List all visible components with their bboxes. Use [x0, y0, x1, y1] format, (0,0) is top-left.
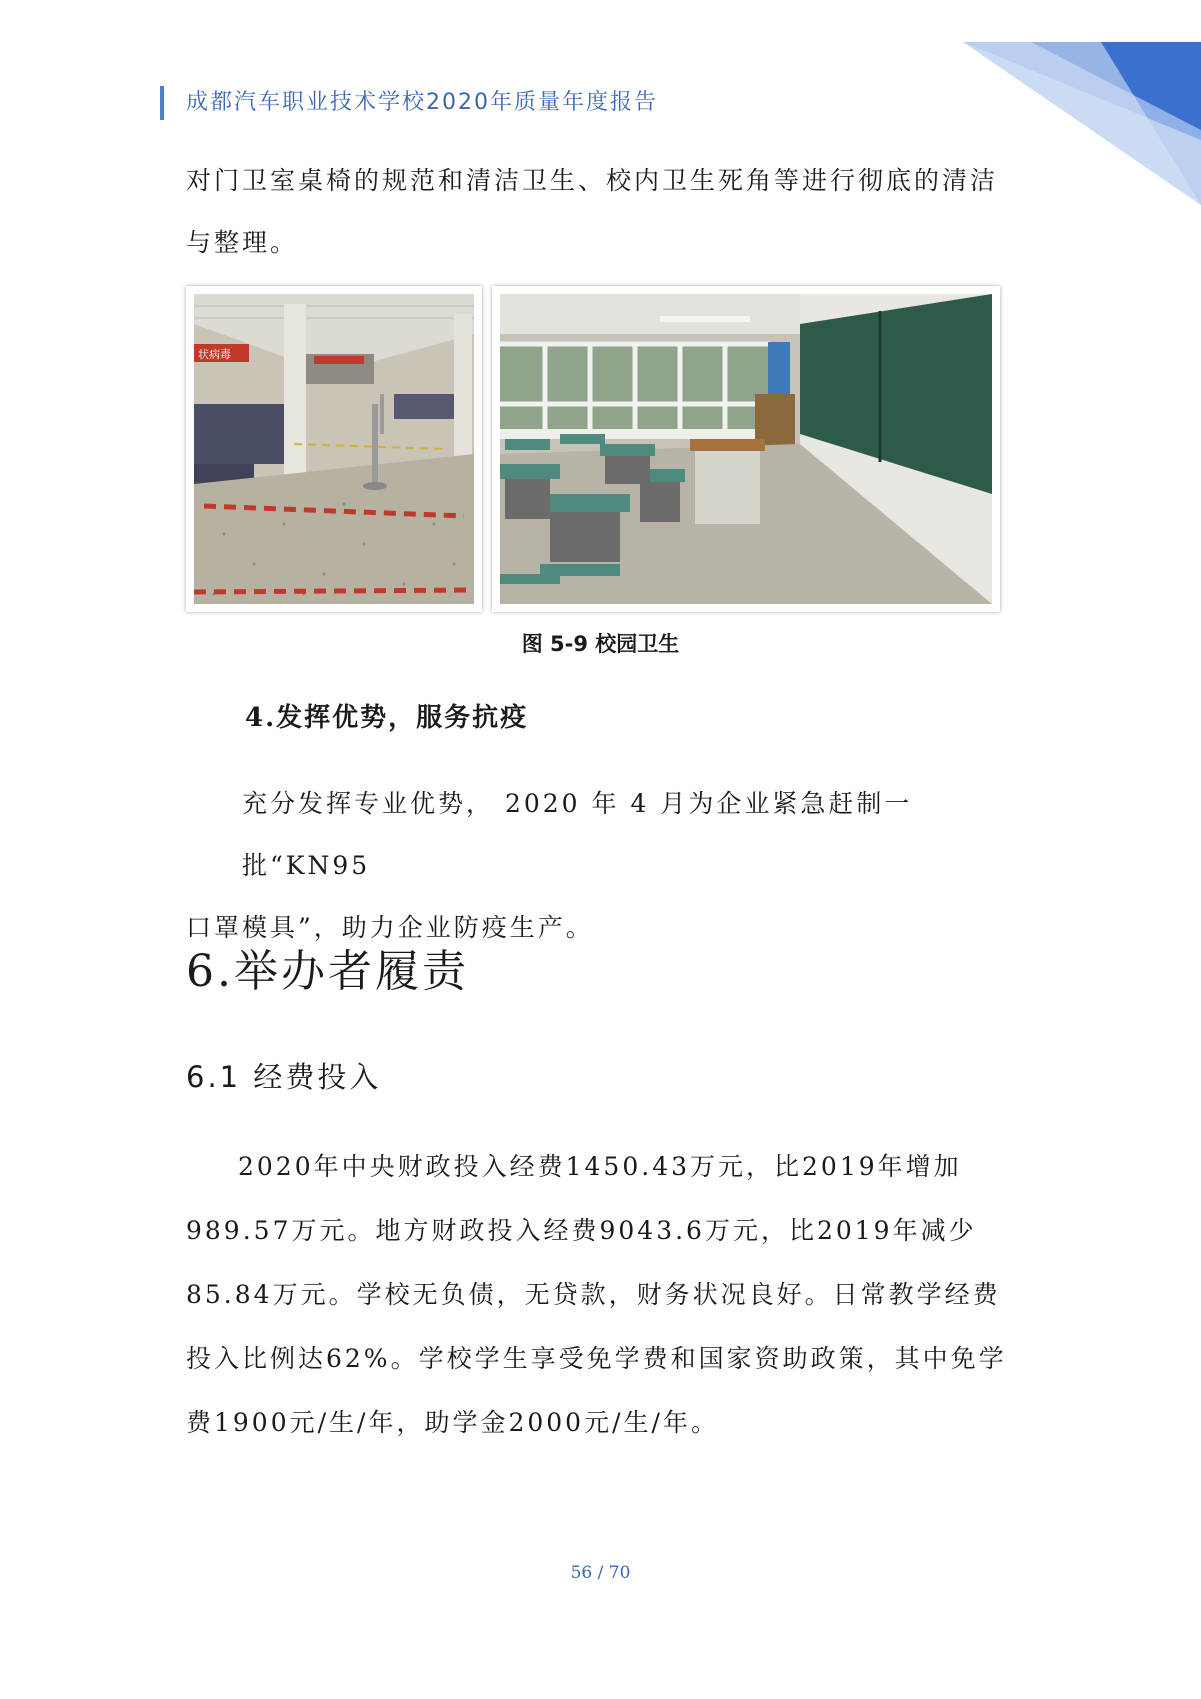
- canteen-sign-text: 状病毒: [198, 348, 231, 361]
- subsection-line: 充分发挥专业优势， 2020 年 4 月为企业紧急赶制一批“KN95: [242, 789, 913, 880]
- intro-line: 与整理。: [186, 228, 299, 257]
- subsection-title: 4.发挥优势，服务抗疫: [245, 703, 529, 733]
- header-accent-bar: [160, 86, 164, 120]
- intro-line: 对门卫室桌椅的规范和清洁卫生、校内卫生死角等进行彻底的清洁: [186, 166, 999, 195]
- funding-line: 85.84万元。学校无负债，无贷款，财务状况良好。日常教学经费: [186, 1280, 1001, 1309]
- section-title: 6.举办者履责: [186, 946, 469, 997]
- funding-line: 2020年中央财政投入经费1450.43万元，比2019年增加: [238, 1152, 962, 1181]
- intro-paragraph: [186, 150, 1026, 274]
- funding-paragraph: [186, 1135, 1026, 1455]
- funding-line: 费1900元/生/年，助学金2000元/生/年。: [186, 1408, 719, 1437]
- canteen-photo: [186, 286, 482, 612]
- figure-caption: 图 5-9 校园卫生: [521, 632, 680, 656]
- canteen-image: [194, 294, 474, 604]
- subsection-line: 口罩模具”，助力企业防疫生产。: [186, 913, 594, 942]
- funding-line: 投入比例达62%。学校学生享受免学费和国家资助政策，其中免学: [186, 1344, 1007, 1373]
- classroom-image: [500, 294, 992, 604]
- funding-line: 989.57万元。地方财政投入经费9043.6万元，比2019年减少: [186, 1216, 977, 1245]
- classroom-photo: [492, 286, 1000, 612]
- figure-photos: [186, 286, 1006, 612]
- subsection2-title: 6.1 经费投入: [186, 1060, 382, 1094]
- subsection-paragraph: [186, 773, 1026, 959]
- header-title: 成都汽车职业技术学校2020年质量年度报告: [186, 90, 658, 115]
- page-number: 56 / 70: [570, 1563, 631, 1583]
